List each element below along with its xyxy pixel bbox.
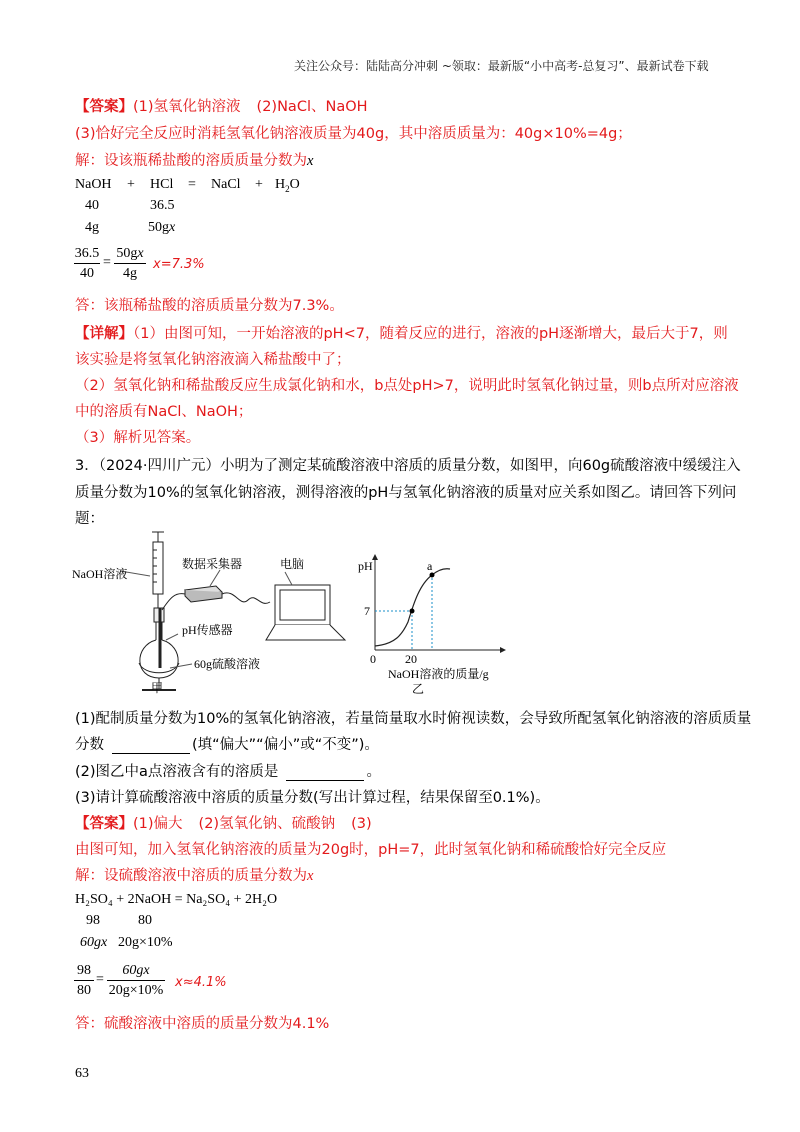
q2-result: x=7.3% xyxy=(153,257,205,272)
q2-detail-2a: （2）氢氧化钠和稀盐酸反应生成氯化钠和水，b点处pH>7，说明此时氢氧化钠过量，则b点所对应溶液 xyxy=(75,378,739,394)
q3-answer-line: 【答案】(1)偏大 (2)氢氧化钠、硫酸钠 (3) xyxy=(75,816,372,832)
q3-stem-1: 3．（2024·四川广元）小明为了测定某硫酸溶液中溶质的质量分数，如图甲，向60g硫酸溶液中缓缓注入 xyxy=(75,458,741,474)
q2-eq-b: HCl xyxy=(150,177,174,192)
q2-given-2: 50gx xyxy=(148,220,176,235)
q2-eq-d: $H_2O$ xyxy=(275,177,300,194)
chart-point-a: a xyxy=(427,559,433,573)
label-acid: 60g硫酸溶液 xyxy=(194,657,261,671)
ph-curve xyxy=(375,569,450,646)
chart-tick-20: 20 xyxy=(405,652,417,666)
q2-eq-a: NaOH xyxy=(75,177,112,192)
q2-answer-1: (1)氢氧化钠溶液 xyxy=(133,99,241,115)
q3-result: x≈4.1% xyxy=(175,975,227,990)
blank-1[interactable] xyxy=(112,753,190,754)
caption-yi: 乙 xyxy=(412,682,425,696)
q3-sub1-a: (1)配制质量分数为10%的氢氧化钠溶液，若量筒量取水时俯视读数，会导致所配氢氧化钠溶液的溶质质量 xyxy=(75,711,752,727)
computer-keyboard xyxy=(266,625,345,640)
q3-given-2: 20g×10% xyxy=(118,935,173,950)
q3-fraction-right: 60gx 20g×10% xyxy=(108,963,164,998)
q2-mass-1: 40 xyxy=(85,198,99,213)
q3-mass-2: 80 xyxy=(138,913,152,928)
label-naoh: NaOH溶液 xyxy=(72,567,128,581)
chart-xlabel: NaOH溶液的质量/g xyxy=(388,667,489,681)
q3-stem-3: 题： xyxy=(75,511,104,527)
q2-answer-2: (2)NaCl、NaOH xyxy=(256,99,368,115)
q3-stem-2: 质量分数为10%的氢氧化钠溶液，测得溶液的pH与氢氧化钠溶液的质量对应关系如图乙。请回答下列问 xyxy=(75,485,737,501)
q2-answer-line xyxy=(75,98,368,116)
q3-mass-1: 98 xyxy=(86,913,100,928)
q2-conclusion: 答：该瓶稀盐酸的溶质质量分数为7.3%。 xyxy=(75,298,344,314)
label-sensor: pH传感器 xyxy=(182,623,233,637)
chart-tick-7: 7 xyxy=(364,604,370,618)
answer-tag: 【答案】 xyxy=(75,816,133,832)
caption-jia: 甲 xyxy=(151,681,164,695)
label-computer: 电脑 xyxy=(280,557,305,571)
q3-sub2: (2)图乙中a点溶液含有的溶质是 。 xyxy=(75,764,381,780)
chart-ylabel: pH xyxy=(358,559,373,573)
q3-conclusion: 答：硫酸溶液中溶质的质量分数为4.1% xyxy=(75,1016,330,1032)
q2-eq-c: NaCl xyxy=(211,177,241,192)
point-a-marker xyxy=(430,573,435,578)
detail-tag: 【详解】 xyxy=(75,326,133,342)
q3-given-1: 60gx xyxy=(80,935,108,950)
q3-solution: 解：设硫酸溶液中溶质的质量分数为x xyxy=(75,868,314,884)
q2-fraction-equals: = xyxy=(103,255,111,270)
blank-2[interactable] xyxy=(286,780,364,781)
q2-detail-1a: 【详解】（1）由图可知，一开始溶液的pH<7，随着反应的进行，溶液的pH逐渐增大，最后大于7，则 xyxy=(75,326,728,342)
q2-detail-1b: 该实验是将氢氧化钠溶液滴入稀盐酸中了； xyxy=(75,352,351,368)
label-collector: 数据采集器 xyxy=(182,557,243,571)
q2-solution xyxy=(75,152,313,170)
q2-eq-plus2: + xyxy=(255,177,263,192)
q2-fraction-left: 36.5 40 xyxy=(74,246,100,281)
answer-tag: 【答案】 xyxy=(75,99,133,115)
q2-line3: (3)恰好完全反应时消耗氢氧化钠溶液质量为40g，其中溶质质量为：40g×10%=4g； xyxy=(75,126,632,142)
q3-fraction-left: 98 80 xyxy=(74,962,94,999)
q2-mass-2: 36.5 xyxy=(150,198,175,213)
q2-given-1: 4g xyxy=(85,220,99,235)
neutral-point xyxy=(410,609,415,614)
q2-detail-2b: 中的溶质有NaCl、NaOH； xyxy=(75,404,253,420)
q3-eq-text: H₂SO₄ + 2NaOH = Na₂SO₄ + 2H₂O xyxy=(75,892,278,907)
ph-chart xyxy=(350,550,510,700)
q2-var-x: x xyxy=(307,153,314,169)
q2-eq-equals: = xyxy=(188,177,196,192)
q3-sub1-b: 分数 (填“偏大”“偏小”或“不变”)。 xyxy=(75,737,379,753)
q3-line-a: 由图可知，加入氢氧化钠溶液的质量为20g时，pH=7，此时氢氧化钠和稀硫酸恰好完全反应 xyxy=(75,842,667,858)
q2-solution-text: 解：设该瓶稀盐酸的溶质质量分数为 xyxy=(75,153,307,169)
q2-detail-3: （3）解析见答案。 xyxy=(75,430,201,446)
q3-fraction-equals: = xyxy=(96,972,104,987)
page-number: 63 xyxy=(75,1066,89,1081)
page-header: 关注公众号：陆陆高分冲刺 ~领取：最新版“小中高考-总复习”、最新试卷下载 xyxy=(294,59,709,73)
chart-origin: 0 xyxy=(370,652,376,666)
q2-fraction-right: 50gx 4g xyxy=(114,245,146,282)
apparatus-figure xyxy=(70,528,360,698)
q2-eq-plus1: + xyxy=(127,177,135,192)
q3-sub3: (3)请计算硫酸溶液中溶质的质量分数(写出计算过程，结果保留至0.1%)。 xyxy=(75,790,550,806)
